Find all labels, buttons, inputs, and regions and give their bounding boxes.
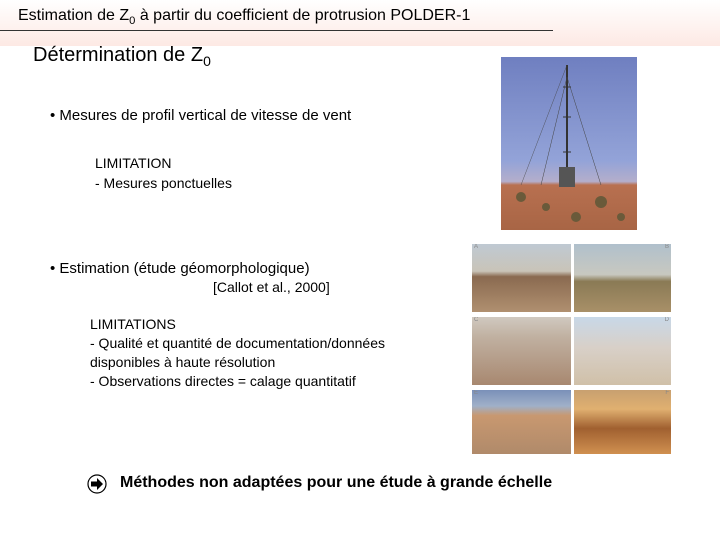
- limitations-line: disponibles à haute résolution: [90, 354, 276, 370]
- limitations-title: LIMITATIONS: [90, 316, 176, 332]
- photo-label: E: [474, 390, 479, 396]
- landscape-photo-a: [472, 244, 571, 312]
- limitation-title: LIMITATION: [95, 155, 172, 171]
- photo-label: D: [664, 317, 669, 323]
- slide-title: Estimation de $Z_0$ à partir du coefficient de protrusion POLDER-1: [18, 7, 471, 28]
- title-underline: [0, 30, 553, 31]
- landscape-photo-f: [574, 390, 671, 454]
- landscape-photo-c: [472, 317, 571, 385]
- arrow-right-circle-icon: [87, 474, 107, 494]
- photo-label: C: [474, 317, 479, 323]
- limitation-line: - Mesures ponctuelles: [95, 175, 232, 191]
- photo-label: A: [474, 244, 479, 250]
- wind-mast-photo: [501, 57, 637, 230]
- limitations-line: - Qualité et quantité de documentation/données: [90, 335, 385, 351]
- citation: [Callot et al., 2000]: [213, 279, 330, 295]
- bullet-geomorphology: • Estimation (étude géomorphologique): [50, 260, 310, 277]
- landscape-photo-e: [472, 390, 571, 454]
- limitations-line: - Observations directes = calage quantitatif: [90, 373, 356, 389]
- mast-photo-drawing: [501, 57, 637, 230]
- conclusion-text: Méthodes non adaptées pour une étude à grande échelle: [120, 474, 553, 491]
- landscape-photo-b: [574, 244, 671, 312]
- landscape-photo-d: [574, 317, 671, 385]
- photo-label: B: [664, 244, 669, 250]
- photo-label: F: [665, 390, 669, 396]
- bullet-wind-profile: • Mesures de profil vertical de vitesse de vent: [50, 107, 352, 124]
- section-heading: Détermination de $Z_0$: [33, 44, 211, 69]
